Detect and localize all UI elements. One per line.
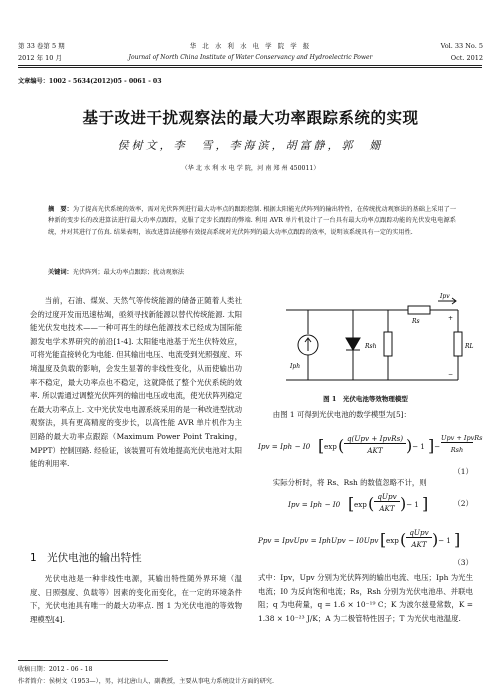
label-ipv: Ipv <box>440 293 450 300</box>
eq1-lhs: Ipv = Iph − I0 <box>258 442 311 451</box>
paper-title: 基于改进干扰观察法的最大功率跟踪系统的实现 <box>82 109 419 127</box>
equation-1 <box>258 432 483 462</box>
abstract-label: 摘 要： <box>48 206 73 213</box>
journal-name-cn: 华 北 水 利 水 电 学 院 学 报 <box>189 42 312 50</box>
eq2-paren-open: ( <box>368 494 375 513</box>
received-date: 收稿日期：2012 - 06 - 18 <box>18 666 93 673</box>
eq1-paren-close: ) <box>406 436 413 455</box>
symbol-explanation: 式中：Ipv，Upv 分别为光伏阵列的输出电流、电压；Iph 为光生电流；I0 为反向饱和电流；Rs，Rsh 分别为光伏电池串、并联电阻；q 为电荷量，q = 1.6 × 10⁻¹⁹ C；K 为波尔兹曼常数，K = 1.38 × 10⁻²³ J/K；A 为二极管特性因子；T 为光伏电池温度. <box>258 573 473 623</box>
keywords-text: 光伏阵列；最大功率点跟踪；扰动观察法 <box>72 269 185 276</box>
eq3-paren-close: ) <box>432 530 439 549</box>
equation-intro: 由图 1 可得到光伏电池的数学模型为[5]： <box>272 410 411 419</box>
label-rsh: Rsh <box>365 343 377 350</box>
journal-date-en: Oct. 2012 <box>450 54 483 62</box>
label-rs: Rs <box>412 318 420 325</box>
eq3-lhs: Ppv = IpvUpv = IphUpv − I0Upv <box>258 536 379 545</box>
article-number: 文章编号：1002 - 5634(2012)05 - 0061 - 03 <box>18 78 162 85</box>
equation-2-number: （2） <box>453 499 473 508</box>
eq1-paren-open: ( <box>338 436 345 455</box>
eq1-exp: exp <box>324 442 337 451</box>
eq3-bracket-open: [ <box>380 530 387 549</box>
keywords-label: 关键词： <box>48 269 73 276</box>
equation-3 <box>258 526 473 554</box>
section-1-title: 1 光伏电池的输出特性 <box>30 552 142 564</box>
eq2-bracket-open: [ <box>348 494 355 513</box>
eq2-tail: − 1 <box>406 500 419 509</box>
abstract-text: 为了提高光伏系统的效率，需对光伏阵列进行最大功率点的跟踪控制. 根据太阳能光伏阵列的输出特性，在传统扰动观察法的基础上采用了一种新的变步长的改进算法进行最大功率点跟踪，克服了定步长跟踪的弊端. 利用 AVR 单片机设计了一台具有最大功率点跟踪功能的光伏发电电源系统，并对其进行了仿真. 结果表明，该改进算法能够有效提高系统对光伏阵列的最大功率点跟踪的效率，说明该系统具有一定的实用性. <box>48 206 457 236</box>
figure-1-caption: 图 1 光伏电池等效物理模型 <box>323 395 408 403</box>
eq3-exp: exp <box>386 536 399 545</box>
paper-affiliation: （华 北 水 利 水 电 学 院，河 南 郑 州 450011） <box>181 165 320 172</box>
eq2-bracket-close: ] <box>422 494 429 513</box>
author-bio: 作者简介：侯树文（1953—），男，河北唐山人，副教授，主要从事电力系统设计方面的研究. <box>18 678 274 685</box>
eq2-numerator: qUpv <box>374 492 400 502</box>
eq2-paren-close: ) <box>400 494 407 513</box>
eq1-bracket-close: ] <box>428 436 435 455</box>
intro-paragraph: 当前，石油、煤炭、天然气等传统能源的储备正随着人类社会的过度开发而迅速枯竭，亟须寻找新能源以替代传统能源. 太阳能光伏发电技术——一种可再生的绿色能源技术已经成为国际能源发电学术界研究的前沿[1-4]. 太阳能电池基于光生伏特效应，可将光能直接转化为电能. 但其输出电压、电流受到光照强度、环境温度及负载的影响，会发生显著的非线性变化，从而使输出功率不稳定，最大功率点也不稳定，这就降低了整个光伏系统的效率. 所以需通过调整光伏阵列的输出电压或电流，使光伏阵列稳定在最大功率点上. 文中光伏发电电源系统采用的是一种改进型扰动观察法，具有更高精度的变步长，以高性能 AVR 单片机作为主回路的最大功率点跟踪（Maximum Power Point Traking，MPPT）控制回路. 经验证，该装置可有效地提高光伏电池对太阳能的利用率. <box>30 296 242 469</box>
eq1-frac2-denominator: Rsh <box>450 446 464 454</box>
eq3-denominator: AKT <box>411 540 427 549</box>
label-iph: Iph <box>290 363 301 370</box>
eq1-bracket-open: [ <box>318 436 325 455</box>
abstract <box>48 204 456 238</box>
eq1-denominator: AKT <box>367 446 383 455</box>
eq1-tail: − 1 <box>412 442 425 451</box>
label-rl: RL <box>465 343 474 350</box>
eq1-minus: − <box>434 442 441 451</box>
label-plus: + <box>448 315 454 322</box>
journal-name-en: Journal of North China Institute of Water Conservancy and Hydroelectric Power <box>128 54 373 61</box>
label-minus: − <box>448 371 454 378</box>
header-rule-2 <box>18 67 482 68</box>
section-1-paragraph: 光伏电池是一种非线性电源，其输出特性随外界环境（温度、日照强度、负载等）因素的变化而变化，在一定的环境条件下，光伏电池具有唯一的最大功率点. 图 1 为光伏电池的等效物理模型[4]. <box>30 574 242 624</box>
header-rule <box>18 65 482 66</box>
journal-volume-en: Vol. 33 No. 5 <box>440 42 483 50</box>
footnote-rule <box>18 660 168 661</box>
eq3-tail: − 1 <box>438 536 451 545</box>
keywords <box>48 267 456 276</box>
pv-equivalent-circuit-figure <box>268 292 478 387</box>
journal-volume-cn: 第 33 卷第 5 期 <box>18 42 65 50</box>
paper-authors: 侯树文，李 雪，李海滨，胡富静，郭 姗 <box>117 139 384 152</box>
eq2-denominator: AKT <box>379 504 395 513</box>
equation-2 <box>288 490 438 518</box>
eq1-numerator: q(Upv + IpvRs) <box>344 434 406 444</box>
eq3-bracket-close: ] <box>454 530 461 549</box>
journal-date-cn: 2012 年 10 月 <box>18 54 63 62</box>
equation-1-number: （1） <box>453 467 473 476</box>
eq2-lhs: Ipv = Iph − I0 <box>288 500 341 509</box>
equation-3-number: （3） <box>453 558 473 567</box>
eq2-exp: exp <box>354 500 367 509</box>
equation-2-intro: 实际分析时，将 Rs、Rsh 的数值忽略不计，则 <box>272 478 427 487</box>
eq3-numerator: qUpv <box>406 528 432 538</box>
eq3-paren-open: ( <box>400 530 407 549</box>
eq1-frac2-numerator: Upv + IpvRs <box>441 434 483 442</box>
